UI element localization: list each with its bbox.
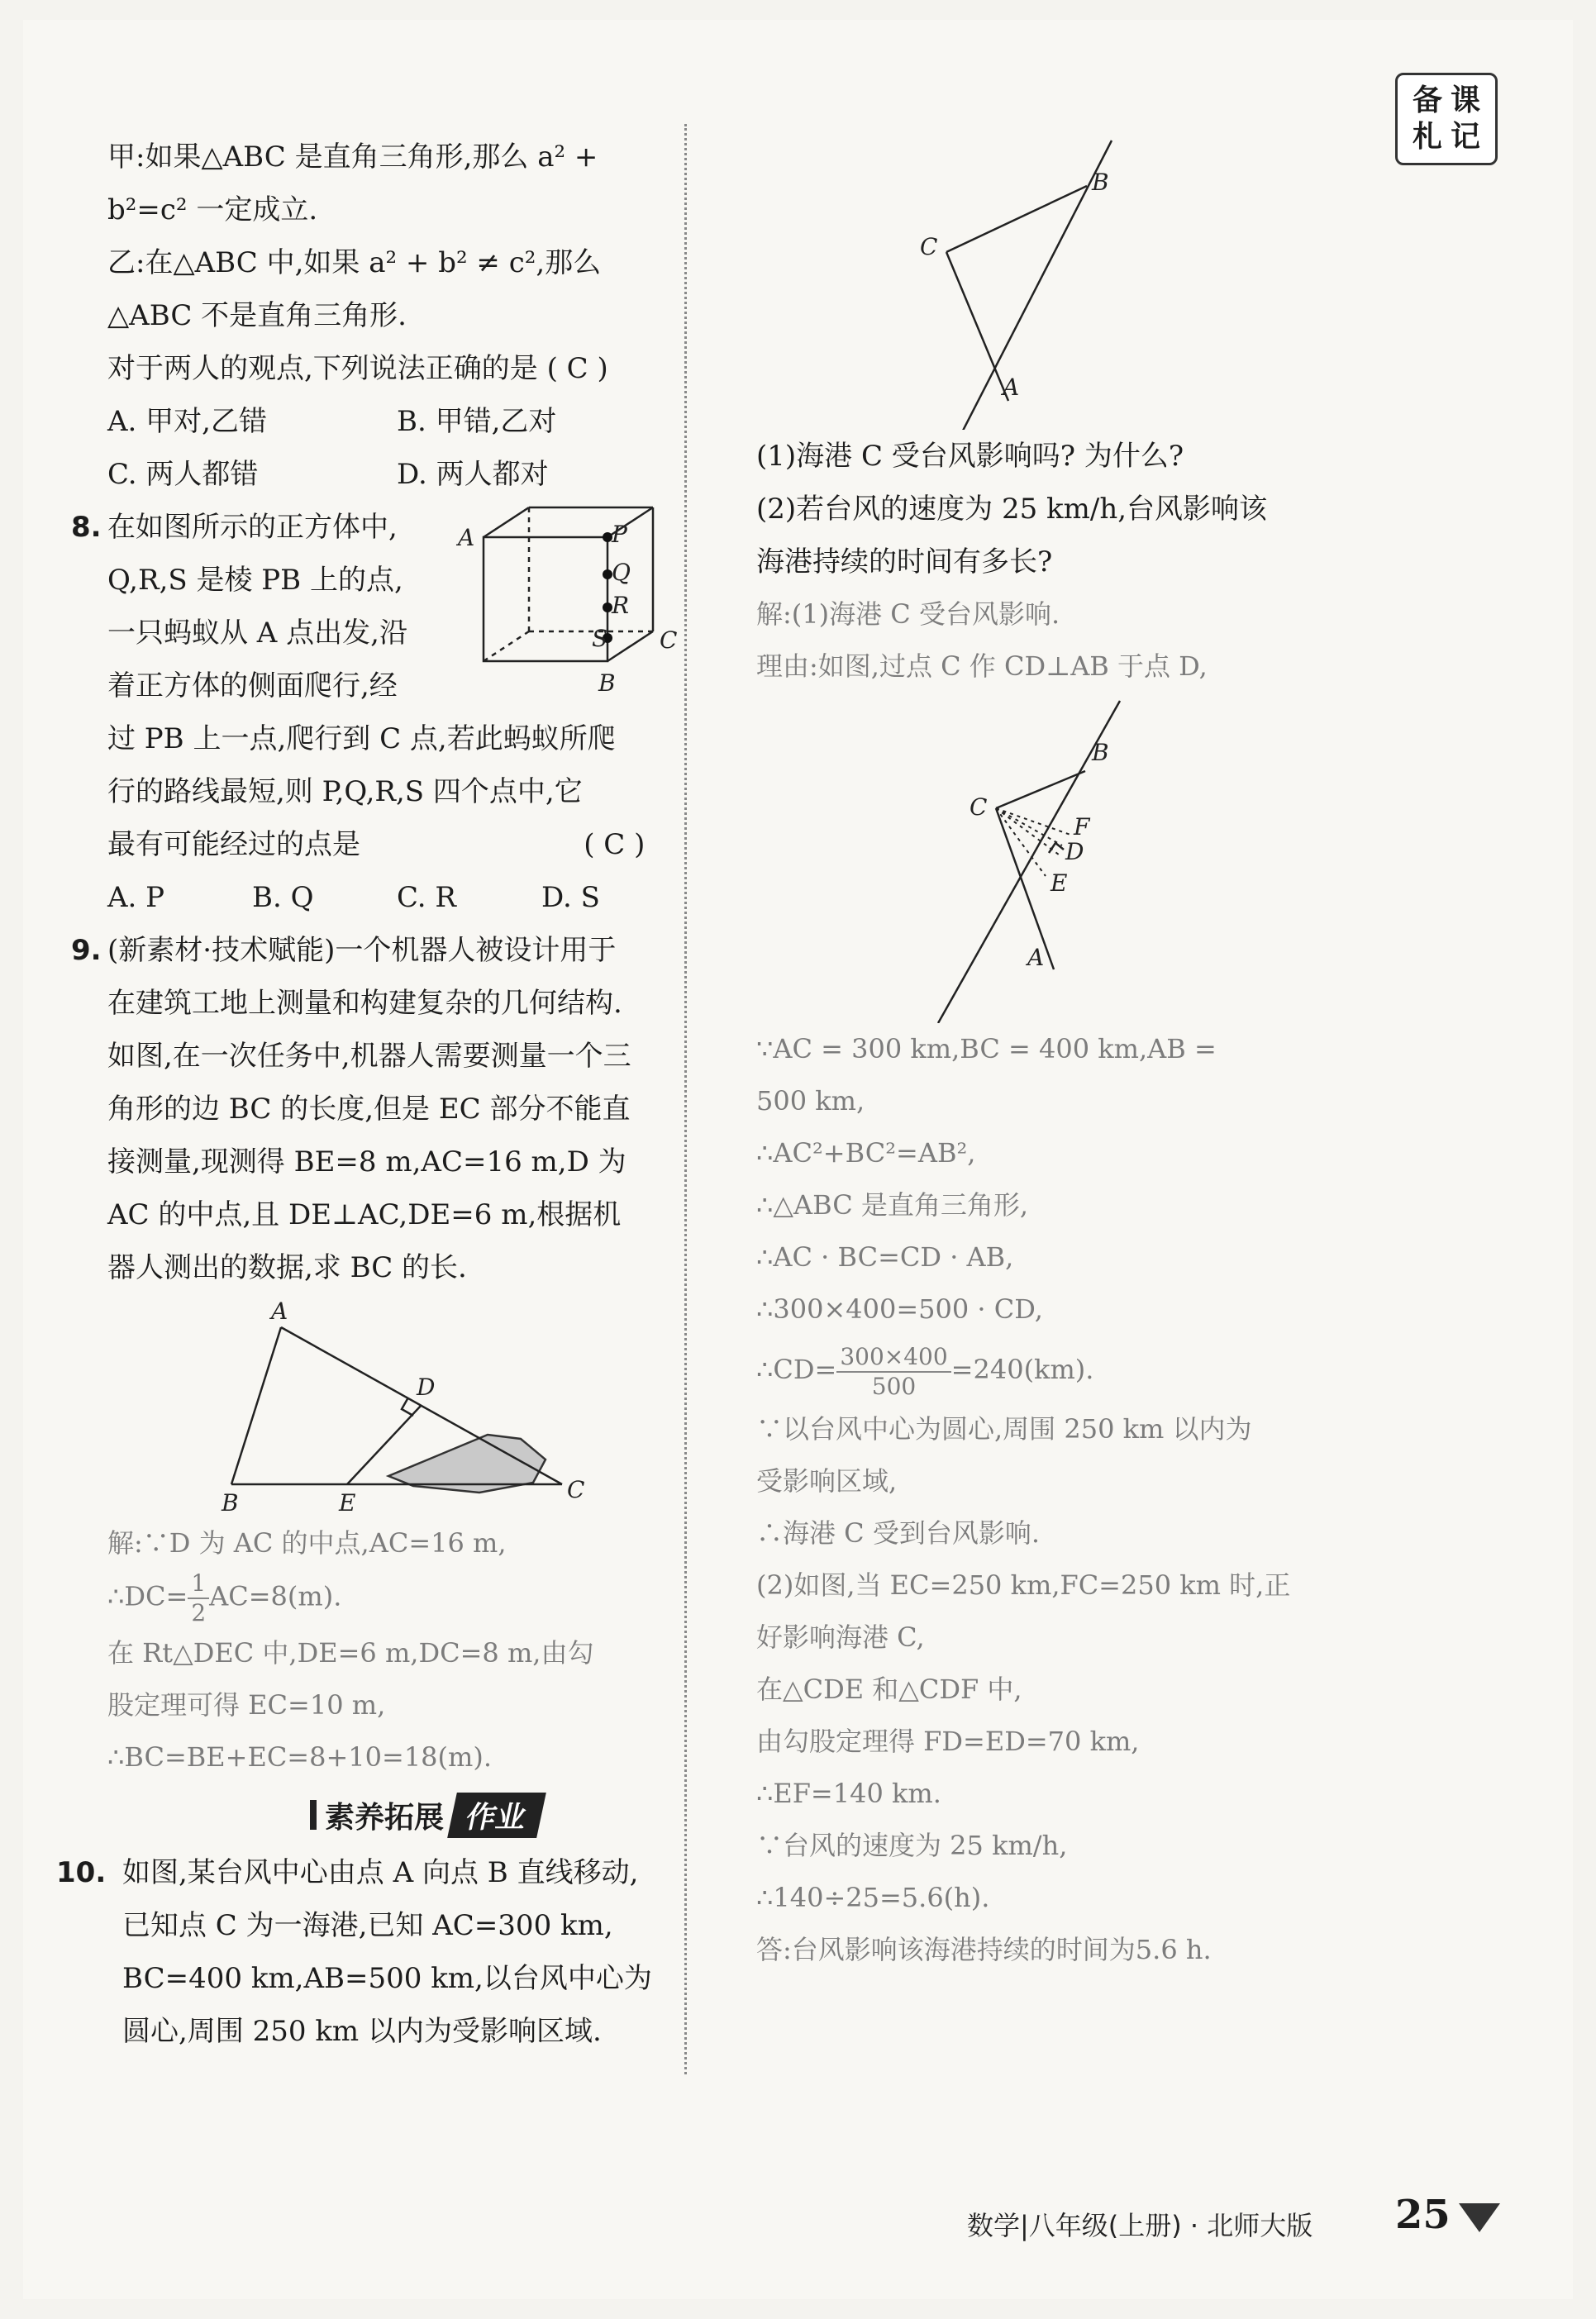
fig2-label-e: E xyxy=(1051,869,1068,897)
cube-label-s: S xyxy=(592,625,608,652)
page-number: 25 xyxy=(1395,2192,1451,2238)
fig9-label-e: E xyxy=(339,1489,356,1517)
badge-char: 课 xyxy=(1450,83,1480,117)
solution-line: ∴EF=140 km. xyxy=(756,1778,941,1809)
badge-char: 备 xyxy=(1412,83,1442,117)
solution-line: 股定理可得 EC=10 m, xyxy=(107,1689,386,1721)
fig1-label-c: C xyxy=(920,233,938,260)
question-10 xyxy=(56,1846,744,2058)
q8-line: 行的路线最短,则 P,Q,R,S 四个点中,它 xyxy=(107,775,583,808)
q9-line: 器人测出的数据,求 BC 的长. xyxy=(107,1251,467,1284)
solution-line: (2)如图,当 EC=250 km,FC=250 km 时,正 xyxy=(756,1569,1291,1601)
fig1-label-b: B xyxy=(1092,169,1109,196)
right-column xyxy=(756,124,1335,1976)
frac-denominator: 500 xyxy=(871,1372,917,1400)
solution-line-fraction xyxy=(756,1336,1335,1403)
q8-line: 最有可能经过的点是 ( C ) xyxy=(107,828,646,861)
q9-solution xyxy=(107,1517,744,1783)
q7-line: 对于两人的观点,下列说法正确的是 ( C ) xyxy=(107,352,608,385)
fraction xyxy=(836,1343,950,1401)
q10-subquestion-2: (2)若台风的速度为 25 km/h,台风影响该 xyxy=(756,493,1268,526)
frac-numerator: 300×400 xyxy=(836,1343,950,1373)
q9-line: 如图,在一次任务中,机器人需要测量一个三 xyxy=(107,1040,631,1073)
fig9-label-c: C xyxy=(567,1476,585,1503)
solution-line: ∴AC · BC=CD · AB, xyxy=(756,1241,1014,1273)
q8-option-d: D. S xyxy=(541,881,600,914)
q7-options xyxy=(107,395,744,448)
fig2-label-c: C xyxy=(970,793,988,821)
typhoon-figure-1 xyxy=(897,124,1327,430)
frac-denominator: 2 xyxy=(191,1599,207,1626)
solution-line: ∴140÷25=5.6(h). xyxy=(756,1882,990,1913)
question-9 xyxy=(71,924,744,1783)
q9-line: 在建筑工地上测量和构建复杂的几何结构. xyxy=(107,987,622,1020)
solution-line: ∴300×400=500 · CD, xyxy=(756,1293,1043,1325)
q8-line: Q,R,S 是棱 PB 上的点, xyxy=(107,564,403,597)
solution-line: 好影响海港 C, xyxy=(756,1621,925,1653)
solution-line: ∴△ABC 是直角三角形, xyxy=(756,1189,1029,1221)
fig9-label-d: D xyxy=(417,1374,436,1401)
q7-options xyxy=(107,448,744,501)
fig2-label-a: A xyxy=(1027,944,1045,971)
question-7 xyxy=(107,131,744,501)
solution-line: 在△CDE 和△CDF 中, xyxy=(756,1674,1022,1705)
solution-line: 理由:如图,过点 C 作 CD⊥AB 于点 D, xyxy=(756,650,1208,682)
q10-subquestion-1: (1)海港 C 受台风影响吗? 为什么? xyxy=(756,440,1184,473)
q7-option-c: C. 两人都错 xyxy=(107,458,259,491)
frac-suffix: =240(km). xyxy=(950,1354,1094,1385)
solution-line: ∴海港 C 受到台风影响. xyxy=(756,1517,1041,1549)
frac-prefix: ∴CD= xyxy=(756,1354,837,1385)
solution-line: ∵以台风中心为圆心,周围 250 km 以内为 xyxy=(756,1413,1252,1445)
cube-label-q: Q xyxy=(612,559,631,586)
q7-line: 乙:在△ABC 中,如果 a² + b² ≠ c²,那么 xyxy=(107,246,602,279)
frac-suffix: AC=8(m). xyxy=(209,1580,342,1612)
typhoon-figure-2 xyxy=(897,693,1360,1023)
cube-label-a: A xyxy=(458,524,475,551)
solution-line: 500 km, xyxy=(756,1085,865,1117)
solution-line: ∵台风的速度为 25 km/h, xyxy=(756,1830,1068,1861)
note-badge xyxy=(1395,73,1498,165)
solution-line: 受影响区域, xyxy=(756,1465,898,1497)
frac-numerator: 1 xyxy=(188,1569,209,1599)
section-header xyxy=(107,1783,744,1846)
solution-line: ∵AC = 300 km,BC = 400 km,AB = xyxy=(756,1033,1217,1064)
fig2-label-d: D xyxy=(1065,838,1084,865)
triangle-figure-q9 xyxy=(207,1294,736,1517)
footer-book-title: 数学|八年级(上册) · 北师大版 xyxy=(967,2210,1313,2241)
footer-arrow-icon xyxy=(1459,2195,1508,2236)
q10-number: 10. xyxy=(56,1856,107,1889)
q8-option-b: B. Q xyxy=(252,881,314,914)
fig2-label-b: B xyxy=(1092,739,1109,766)
cube-label-r: R xyxy=(612,592,630,619)
fig9-label-b: B xyxy=(222,1489,239,1517)
section-bar-icon xyxy=(310,1800,317,1830)
left-column xyxy=(56,131,744,2058)
fig1-label-a: A xyxy=(1003,374,1020,401)
q8-number: 8. xyxy=(71,511,102,544)
q9-line: 角形的边 BC 的长度,但是 EC 部分不能直 xyxy=(107,1093,631,1126)
solution-line: 在 Rt△DEC 中,DE=6 m,DC=8 m,由勾 xyxy=(107,1637,594,1669)
fig2-label-f: F xyxy=(1074,813,1090,840)
q7-line: b²=c² 一定成立. xyxy=(107,193,318,226)
q10-line: 已知点 C 为一海港,已知 AC=300 km, xyxy=(122,1909,613,1942)
q9-line: 接测量,现测得 BE=8 m,AC=16 m,D 为 xyxy=(107,1145,626,1179)
q7-option-b: B. 甲错,乙对 xyxy=(397,405,557,438)
cube-label-b: B xyxy=(598,669,616,697)
q8-line: 在如图所示的正方体中, xyxy=(107,511,398,544)
solution-line: 解:(1)海港 C 受台风影响. xyxy=(756,598,1060,630)
cube-figure xyxy=(446,496,760,702)
q7-option-a: A. 甲对,乙错 xyxy=(107,405,267,438)
q8-line: 着正方体的侧面爬行,经 xyxy=(107,669,398,702)
solution-line: 答:台风影响该海港持续的时间为5.6 h. xyxy=(756,1934,1212,1965)
section-tag: 作业 xyxy=(447,1793,546,1838)
q8-options xyxy=(107,871,744,924)
solution-line: ∴AC²+BC²=AB², xyxy=(756,1137,976,1169)
q9-number: 9. xyxy=(71,934,102,967)
frac-prefix: ∴DC= xyxy=(107,1580,188,1612)
q10-line: 圆心,周围 250 km 以内为受影响区域. xyxy=(122,2015,602,2048)
cube-label-c: C xyxy=(660,626,678,654)
q8-option-c: C. R xyxy=(397,881,457,914)
q8-option-a: A. P xyxy=(107,881,165,914)
fig9-label-a: A xyxy=(271,1298,288,1325)
q8-line: 一只蚂蚁从 A 点出发,沿 xyxy=(107,617,407,650)
solution-line-fraction xyxy=(107,1569,744,1627)
q7-option-d: D. 两人都对 xyxy=(397,458,549,491)
q9-line: (新素材·技术赋能)一个机器人被设计用于 xyxy=(107,934,617,967)
solution-line: 由勾股定理得 FD=ED=70 km, xyxy=(756,1726,1140,1757)
cube-label-p: P xyxy=(612,521,627,548)
q10-solution xyxy=(756,1023,1335,1976)
q10-subquestion-2: 海港持续的时间有多长? xyxy=(756,545,1053,579)
q9-line: AC 的中点,且 DE⊥AC,DE=6 m,根据机 xyxy=(107,1198,622,1231)
q10-line: BC=400 km,AB=500 km,以台风中心为 xyxy=(122,1962,652,1995)
section-title: 素养拓展 xyxy=(324,1800,444,1835)
q10-line: 如图,某台风中心由点 A 向点 B 直线移动, xyxy=(122,1856,639,1889)
fraction xyxy=(188,1569,209,1627)
question-8 xyxy=(71,501,744,924)
solution-line: 解:∵D 为 AC 的中点,AC=16 m, xyxy=(107,1527,507,1559)
solution-line: ∴BC=BE+EC=8+10=18(m). xyxy=(107,1741,493,1773)
q7-line: 甲:如果△ABC 是直角三角形,那么 a² + xyxy=(107,140,598,174)
q7-line: △ABC 不是直角三角形. xyxy=(107,299,407,332)
badge-char: 记 xyxy=(1450,120,1480,154)
q8-line: 过 PB 上一点,爬行到 C 点,若此蚂蚁所爬 xyxy=(107,722,616,755)
badge-char: 札 xyxy=(1412,120,1442,154)
